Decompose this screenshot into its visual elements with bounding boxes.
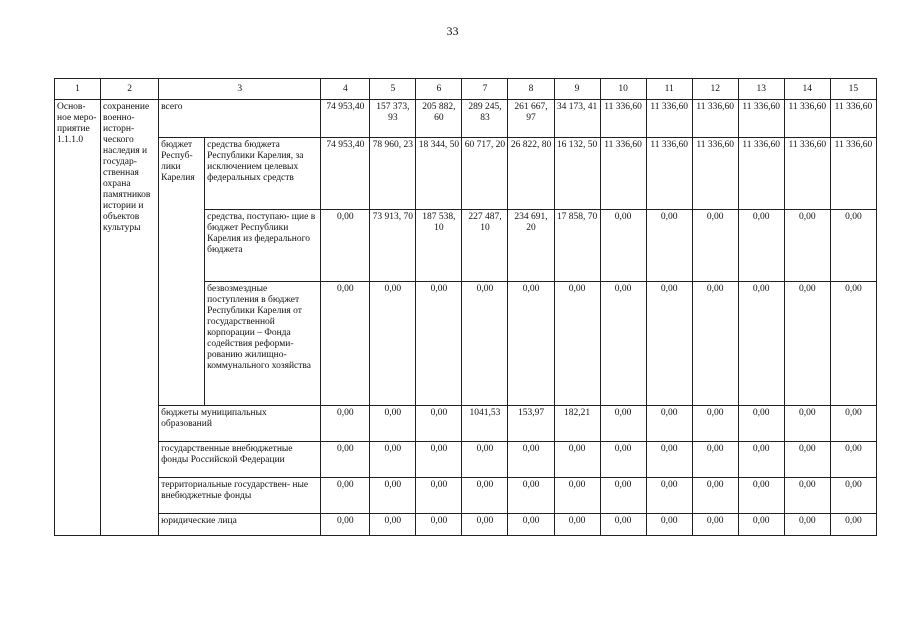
value-cell: 0,00 (738, 282, 784, 406)
value-cell: 0,00 (370, 478, 416, 514)
value-cell: 0,00 (738, 210, 784, 282)
value-cell: 0,00 (692, 406, 738, 442)
value-cell: 0,00 (370, 442, 416, 478)
value-cell: 0,00 (321, 406, 370, 442)
value-cell: 0,00 (370, 406, 416, 442)
value-cell: 16 132, 50 (554, 138, 600, 210)
value-cell: 289 245, 83 (462, 100, 508, 138)
value-cell: 0,00 (830, 210, 876, 282)
header-cell: 13 (738, 79, 784, 100)
page-number: 33 (446, 24, 459, 38)
value-cell: 0,00 (554, 442, 600, 478)
value-cell: 11 336,60 (692, 138, 738, 210)
value-cell: 0,00 (646, 514, 692, 536)
value-cell: 0,00 (738, 514, 784, 536)
value-cell: 11 336,60 (600, 100, 646, 138)
header-row (55, 79, 877, 100)
value-cell: 0,00 (416, 442, 462, 478)
header-cell: 1 (55, 79, 101, 100)
value-cell: 0,00 (508, 442, 554, 478)
value-cell: 0,00 (830, 442, 876, 478)
value-cell: 0,00 (692, 514, 738, 536)
value-cell: 0,00 (692, 442, 738, 478)
value-cell: 0,00 (508, 282, 554, 406)
value-cell: 0,00 (738, 406, 784, 442)
value-cell: 0,00 (784, 210, 830, 282)
value-cell: 0,00 (508, 514, 554, 536)
value-cell: 0,00 (321, 514, 370, 536)
value-cell: 234 691, 20 (508, 210, 554, 282)
budget-table (54, 78, 877, 536)
value-cell: 0,00 (554, 282, 600, 406)
header-cell: 9 (554, 79, 600, 100)
table-row (55, 442, 877, 478)
value-cell: 0,00 (600, 442, 646, 478)
row-label: юридические лица (159, 514, 321, 536)
value-cell: 0,00 (784, 406, 830, 442)
header-cell: 8 (508, 79, 554, 100)
value-cell: 0,00 (321, 478, 370, 514)
row-label: бюджеты муниципальных образований (159, 406, 321, 442)
value-cell: 153,97 (508, 406, 554, 442)
value-cell: 0,00 (600, 406, 646, 442)
value-cell: 0,00 (321, 442, 370, 478)
value-cell: 0,00 (784, 514, 830, 536)
value-cell: 60 717, 20 (462, 138, 508, 210)
header-cell: 6 (416, 79, 462, 100)
header-cell: 5 (370, 79, 416, 100)
row-label: средства, поступаю- щие в бюджет Республики Карелия из федерального бюджета (205, 210, 321, 282)
header-cell: 2 (101, 79, 159, 100)
value-cell: 0,00 (646, 406, 692, 442)
value-cell: 0,00 (600, 514, 646, 536)
value-cell: 0,00 (508, 478, 554, 514)
value-cell: 0,00 (416, 282, 462, 406)
header-cell: 4 (321, 79, 370, 100)
value-cell: 0,00 (462, 514, 508, 536)
header-cell: 11 (646, 79, 692, 100)
value-cell: 74 953,40 (321, 100, 370, 138)
value-cell: 18 344, 50 (416, 138, 462, 210)
value-cell: 11 336,60 (784, 100, 830, 138)
header-cell: 10 (600, 79, 646, 100)
value-cell: 0,00 (600, 478, 646, 514)
value-cell: 11 336,60 (784, 138, 830, 210)
value-cell: 0,00 (416, 514, 462, 536)
value-cell: 1041,53 (462, 406, 508, 442)
value-cell: 78 960, 23 (370, 138, 416, 210)
value-cell: 0,00 (370, 282, 416, 406)
row-label: безвозмездные поступления в бюджет Республики Карелия от государственной корпорации – Фонда содействия реформи- рованию жилищно- коммунального хозяйства (205, 282, 321, 406)
value-cell: 17 858, 70 (554, 210, 600, 282)
value-cell: 0,00 (738, 478, 784, 514)
value-cell: 0,00 (600, 282, 646, 406)
value-cell: 0,00 (830, 514, 876, 536)
row-label: всего (159, 100, 321, 138)
value-cell: 0,00 (830, 406, 876, 442)
row-label: территориальные государствен- ные внебюджетные фонды (159, 478, 321, 514)
value-cell: 0,00 (416, 406, 462, 442)
value-cell: 11 336,60 (738, 138, 784, 210)
value-cell: 0,00 (646, 282, 692, 406)
header-cell: 7 (462, 79, 508, 100)
value-cell: 0,00 (554, 478, 600, 514)
value-cell: 26 822, 80 (508, 138, 554, 210)
value-cell: 0,00 (784, 478, 830, 514)
value-cell: 11 336,60 (738, 100, 784, 138)
value-cell: 11 336,60 (600, 138, 646, 210)
value-cell: 34 173, 41 (554, 100, 600, 138)
row-label: государственные внебюджетные фонды Российской Федерации (159, 442, 321, 478)
value-cell: 0,00 (321, 282, 370, 406)
table-row (55, 478, 877, 514)
value-cell: 11 336,60 (692, 100, 738, 138)
value-cell: 0,00 (462, 442, 508, 478)
header-cell: 3 (159, 79, 321, 100)
value-cell: 0,00 (692, 210, 738, 282)
value-cell: 0,00 (554, 514, 600, 536)
table-row (55, 406, 877, 442)
header-cell: 15 (830, 79, 876, 100)
value-cell: 157 373, 93 (370, 100, 416, 138)
value-cell: 0,00 (646, 478, 692, 514)
table-row (55, 138, 877, 210)
header-cell: 12 (692, 79, 738, 100)
value-cell: 0,00 (646, 442, 692, 478)
budget-rk-label: бюджет Респуб- лики Карелия (159, 138, 205, 406)
value-cell: 0,00 (600, 210, 646, 282)
measure-code-cell: Основ- ное меро- приятие 1.1.1.0 (55, 100, 101, 536)
value-cell: 0,00 (462, 282, 508, 406)
value-cell: 0,00 (692, 478, 738, 514)
value-cell: 0,00 (830, 478, 876, 514)
value-cell: 0,00 (692, 282, 738, 406)
value-cell: 74 953,40 (321, 138, 370, 210)
value-cell: 0,00 (830, 282, 876, 406)
value-cell: 11 336,60 (830, 138, 876, 210)
value-cell: 187 538, 10 (416, 210, 462, 282)
value-cell: 0,00 (321, 210, 370, 282)
value-cell: 0,00 (370, 514, 416, 536)
row-label: средства бюджета Республики Карелия, за исключением целевых федеральных средств (205, 138, 321, 210)
table-row (55, 514, 877, 536)
value-cell: 227 487, 10 (462, 210, 508, 282)
value-cell: 0,00 (462, 478, 508, 514)
value-cell: 11 336,60 (830, 100, 876, 138)
measure-name-cell: сохранение военно- исторн- ческого наследия и государ- ственная охрана памятников истории и объектов культуры (101, 100, 159, 536)
table-row (55, 100, 877, 138)
header-cell: 14 (784, 79, 830, 100)
value-cell: 0,00 (784, 442, 830, 478)
value-cell: 11 336,60 (646, 138, 692, 210)
value-cell: 0,00 (738, 442, 784, 478)
value-cell: 182,21 (554, 406, 600, 442)
value-cell: 261 667, 97 (508, 100, 554, 138)
value-cell: 0,00 (416, 478, 462, 514)
value-cell: 11 336,60 (646, 100, 692, 138)
value-cell: 73 913, 70 (370, 210, 416, 282)
value-cell: 0,00 (784, 282, 830, 406)
value-cell: 205 882, 60 (416, 100, 462, 138)
value-cell: 0,00 (646, 210, 692, 282)
